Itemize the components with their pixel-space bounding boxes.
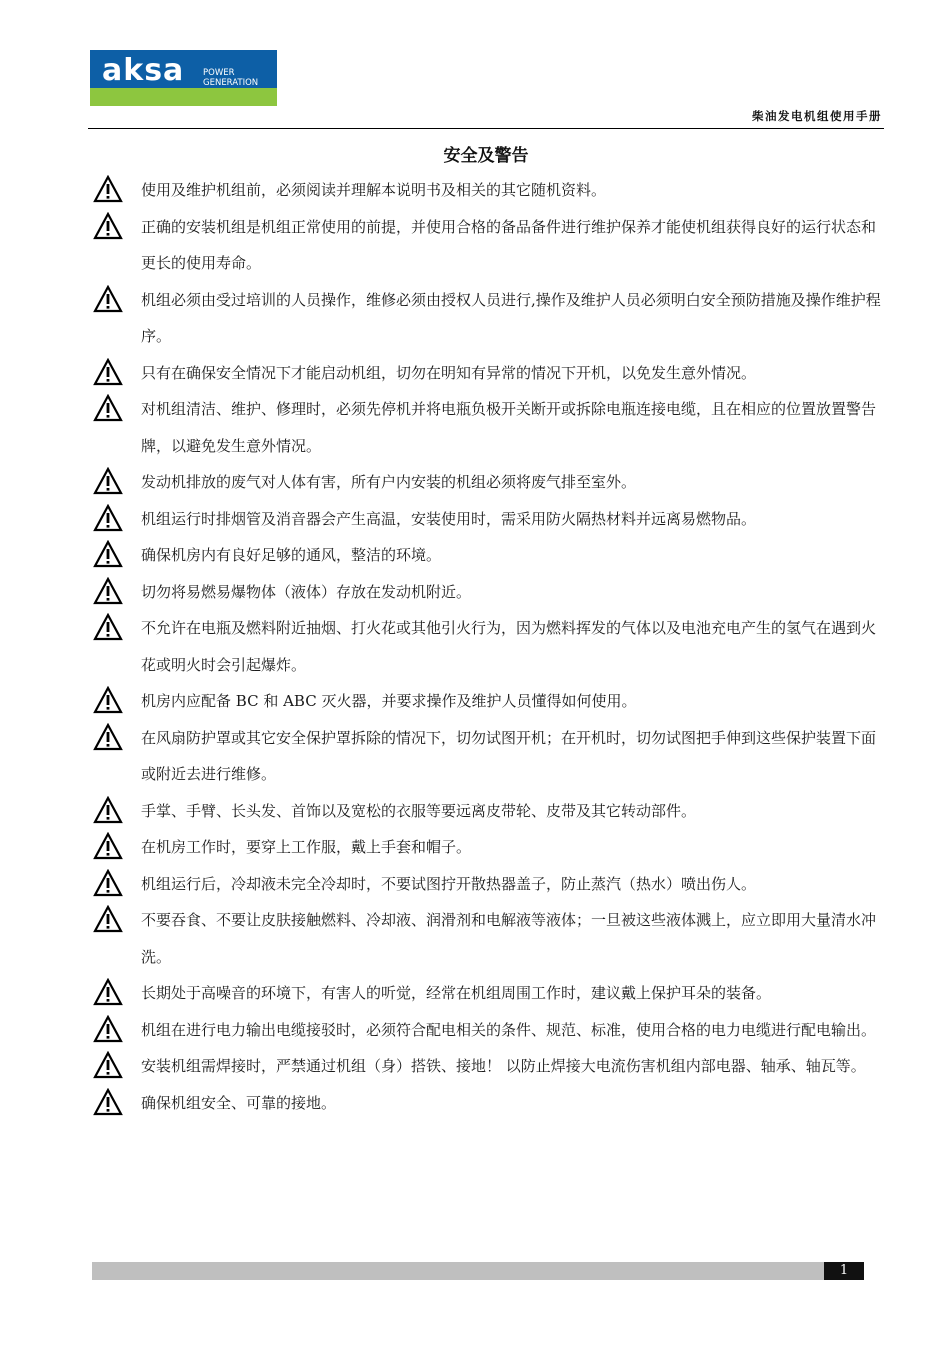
logo-wordmark: aksa bbox=[102, 53, 185, 88]
warning-item bbox=[92, 574, 888, 611]
warning-triangle-icon bbox=[93, 832, 123, 860]
warning-triangle-icon bbox=[93, 175, 123, 203]
warning-item bbox=[92, 537, 888, 574]
warning-triangle-icon bbox=[93, 1015, 123, 1043]
warning-text: 在风扇防护罩或其它安全保护罩拆除的情况下，切勿试图开机；在开机时，切勿试图把手伸到这些保护装置下面或附近去进行维修。 bbox=[141, 728, 877, 783]
page-title: 安全及警告 bbox=[443, 146, 529, 166]
warning-triangle-icon bbox=[93, 1088, 123, 1116]
warning-item bbox=[92, 1048, 888, 1085]
warning-text: 不允许在电瓶及燃料附近抽烟、打火花或其他引火行为，因为燃料挥发的气体以及电池充电产生的氢气在遇到火花或明火时会引起爆炸。 bbox=[141, 619, 877, 674]
warning-triangle-icon bbox=[93, 577, 123, 605]
warning-triangle-icon bbox=[93, 504, 123, 532]
warning-item bbox=[92, 829, 888, 866]
logo-subtitle-line1: POWER bbox=[203, 68, 235, 78]
warning-text: 在机房工作时，要穿上工作服，戴上手套和帽子。 bbox=[141, 838, 472, 856]
warning-item bbox=[92, 355, 888, 392]
warning-text: 确保机房内有良好足够的通风，整洁的环境。 bbox=[141, 546, 442, 564]
warning-item bbox=[92, 720, 888, 793]
warning-item bbox=[92, 1012, 888, 1049]
warning-text: 机组运行时排烟管及消音器会产生高温，安装使用时，需采用防火隔热材料并远离易燃物品。 bbox=[141, 509, 757, 528]
warning-item bbox=[92, 793, 888, 830]
page-number: 1 bbox=[824, 1262, 864, 1280]
warning-triangle-icon bbox=[93, 212, 123, 240]
warning-triangle-icon bbox=[93, 686, 123, 714]
warning-text: 使用及维护机组前，必须阅读并理解本说明书及相关的其它随机资料。 bbox=[141, 181, 607, 199]
warning-item bbox=[92, 464, 888, 501]
warning-text: 手掌、手臂、长头发、首饰以及宽松的衣服等要远离皮带轮、皮带及其它转动部件。 bbox=[141, 801, 697, 820]
warning-item bbox=[92, 902, 888, 975]
warning-triangle-icon bbox=[93, 358, 123, 386]
warning-item bbox=[92, 501, 888, 538]
warning-item bbox=[92, 172, 888, 209]
warning-triangle-icon bbox=[93, 796, 123, 824]
warning-text: 机组在进行电力输出电缆接驳时，必须符合配电相关的条件、规范、标准，使用合格的电力电缆进行配电输出。 bbox=[141, 1020, 877, 1039]
warning-triangle-icon bbox=[93, 978, 123, 1006]
warning-triangle-icon bbox=[93, 285, 123, 313]
warning-triangle-icon bbox=[93, 905, 123, 933]
warning-item bbox=[92, 282, 888, 355]
warning-text: 长期处于高噪音的环境下，有害人的听觉，经常在机组周围工作时，建议戴上保护耳朵的装备。 bbox=[141, 984, 772, 1002]
warning-text: 只有在确保安全情况下才能启动机组，切勿在明知有异常的情况下开机，以免发生意外情况。 bbox=[141, 363, 757, 382]
warning-triangle-icon bbox=[93, 1051, 123, 1079]
manual-title: 柴油发电机组使用手册 bbox=[752, 109, 882, 123]
warning-item bbox=[92, 610, 888, 683]
logo-green-band bbox=[90, 88, 277, 106]
footer-bar bbox=[92, 1262, 864, 1280]
warning-item bbox=[92, 866, 888, 903]
warning-text: 不要吞食、不要让皮肤接触燃料、冷却液、润滑剂和电解液等液体；一旦被这些液体溅上，应立即用大量清水冲洗。 bbox=[141, 911, 877, 966]
warning-triangle-icon bbox=[93, 394, 123, 422]
warning-item bbox=[92, 683, 888, 720]
warning-item bbox=[92, 391, 888, 464]
warning-triangle-icon bbox=[93, 540, 123, 568]
header-divider bbox=[88, 128, 884, 129]
warning-triangle-icon bbox=[93, 467, 123, 495]
warning-text: 切勿将易燃易爆物体（液体）存放在发动机附近。 bbox=[141, 582, 472, 601]
logo-subtitle bbox=[203, 68, 275, 88]
warning-text: 安装机组需焊接时，严禁通过机组（身）搭铁、接地！ 以防止焊接大电流伤害机组内部电器、轴承、轴瓦等。 bbox=[141, 1057, 866, 1075]
warning-text: 确保机组安全、可靠的接地。 bbox=[141, 1093, 337, 1112]
warning-triangle-icon bbox=[93, 869, 123, 897]
aksa-logo bbox=[90, 50, 277, 106]
warning-item bbox=[92, 1085, 888, 1122]
warning-text: 正确的安装机组是机组正常使用的前提，并使用合格的备品备件进行维护保养才能使机组获得良好的运行状态和更长的使用寿命。 bbox=[141, 217, 877, 272]
warning-item bbox=[92, 209, 888, 282]
warning-text: 对机组清洁、维护、修理时，必须先停机并将电瓶负极开关断开或拆除电瓶连接电缆，且在相应的位置放置警告牌，以避免发生意外情况。 bbox=[141, 400, 877, 455]
warning-text: 机组运行后，冷却液未完全冷却时，不要试图拧开散热器盖子，防止蒸汽（热水）喷出伤人。 bbox=[141, 874, 757, 893]
warning-triangle-icon bbox=[93, 723, 123, 751]
warning-triangle-icon bbox=[93, 613, 123, 641]
warning-list bbox=[92, 172, 888, 1121]
warning-text: 发动机排放的废气对人体有害，所有户内安装的机组必须将废气排至室外。 bbox=[141, 473, 637, 491]
warning-text: 机房内应配备 BC 和 ABC 灭火器，并要求操作及维护人员懂得如何使用。 bbox=[141, 692, 637, 710]
warning-text: 机组必须由受过培训的人员操作，维修必须由授权人员进行,操作及维护人员必须明白安全预防措施及操作维护程序。 bbox=[141, 290, 881, 345]
warning-item bbox=[92, 975, 888, 1012]
logo-subtitle-line2: GENERATION bbox=[203, 78, 259, 88]
